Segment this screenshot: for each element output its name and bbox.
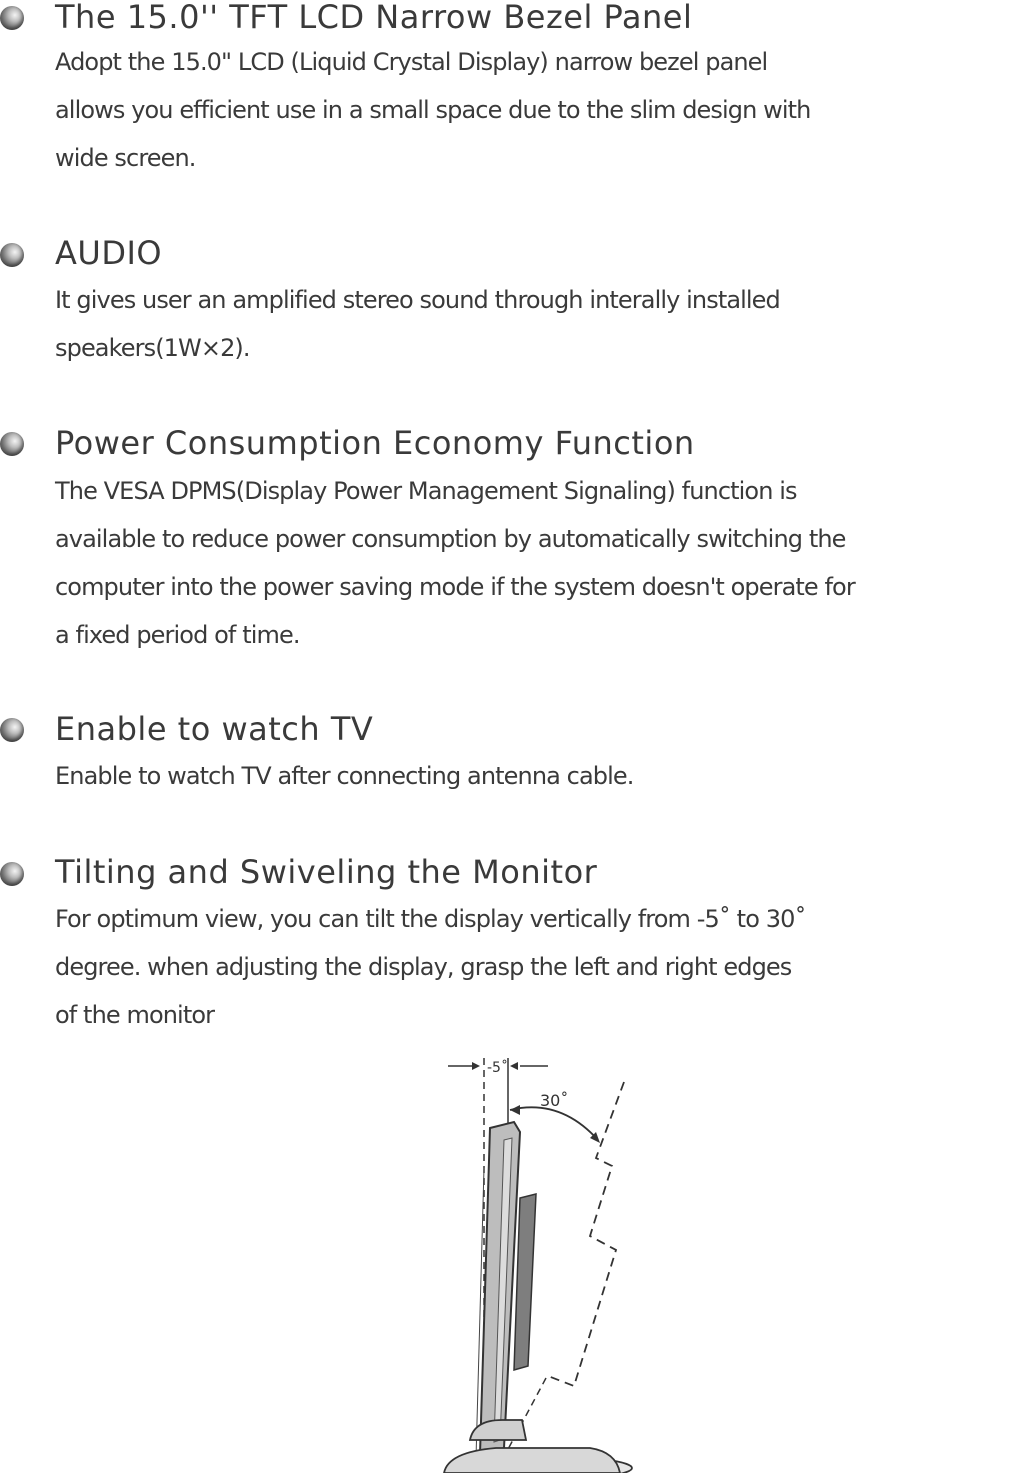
stand-neck xyxy=(470,1420,526,1440)
monitor-tilt-diagram xyxy=(440,1048,660,1473)
bullet-icon xyxy=(0,6,24,30)
section-body: It gives user an amplified stereo sound through interally installed speakers(1W×2). xyxy=(55,286,780,362)
tilt-forward-label: 30˚ xyxy=(540,1091,569,1110)
section-title: The 15.0'' TFT LCD Narrow Bezel Panel xyxy=(55,0,693,36)
section-title: Tilting and Swiveling the Monitor xyxy=(55,853,598,891)
section-body: Adopt the 15.0" LCD (Liquid Crystal Display) narrow bezel panel allows you efficient use in a small space due to the slim design with wide screen. xyxy=(55,48,811,172)
stand-foot xyxy=(444,1448,620,1473)
arrowhead-icon xyxy=(510,1062,518,1070)
bullet-icon xyxy=(0,432,24,456)
section-body: For optimum view, you can tilt the display vertically from -5˚ to 30˚ degree. when adjusting the display, grasp the left and right edges of the monitor xyxy=(55,905,806,1029)
arrowhead-icon xyxy=(510,1105,520,1115)
section-title: Enable to watch TV xyxy=(55,710,374,748)
tilt-arc xyxy=(510,1107,598,1140)
section-title: AUDIO xyxy=(55,234,163,272)
tilt-back-label: -5˚ xyxy=(487,1060,508,1076)
bullet-icon xyxy=(0,718,24,742)
section-body: Enable to watch TV after connecting antenna cable. xyxy=(55,762,634,790)
bullet-icon xyxy=(0,243,24,267)
arrowhead-icon xyxy=(472,1062,480,1070)
section-title: Power Consumption Economy Function xyxy=(55,424,695,462)
bullet-icon xyxy=(0,862,24,886)
section-body: The VESA DPMS(Display Power Management Signaling) function is available to reduce power consumption by automatically switching the computer into the power saving mode if the system doesn't operate for a fixed period of time. xyxy=(55,477,855,649)
monitor-back-housing xyxy=(514,1194,536,1370)
